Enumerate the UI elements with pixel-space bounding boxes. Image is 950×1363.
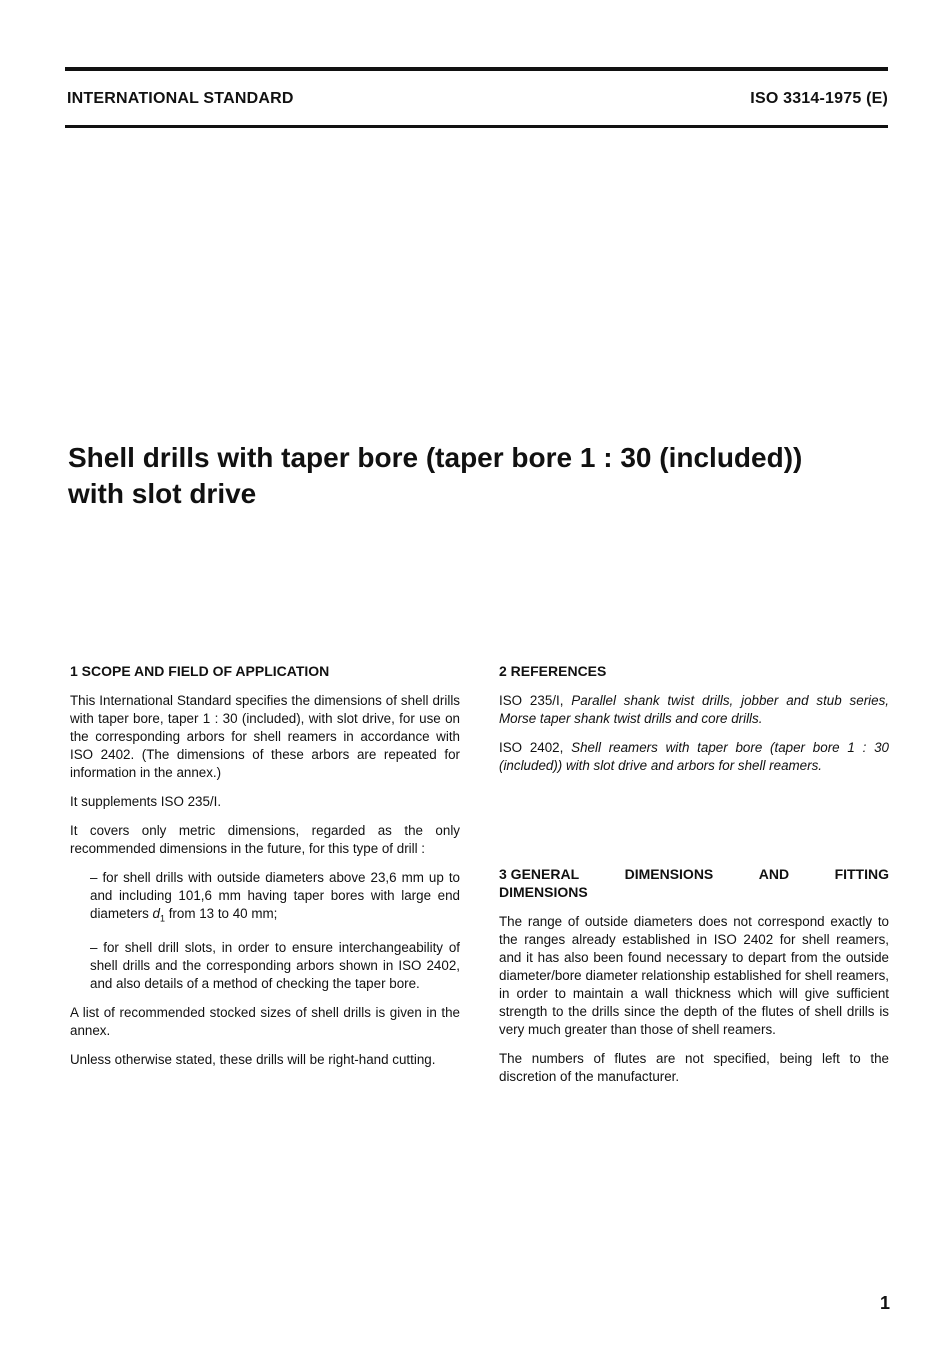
title-line-2: with slot drive xyxy=(68,478,257,509)
list-item-1-subscript: 1 xyxy=(159,913,165,924)
section-3-heading-line-1 xyxy=(499,865,889,883)
section-1-paragraph-3: It covers only metric dimensions, regarded as the only recommended dimensions in the future, for this type of drill : xyxy=(70,823,460,856)
section-1-paragraph-5: Unless otherwise stated, these drills will be right-hand cutting. xyxy=(70,1051,436,1067)
section-1-paragraph-2: It supplements ISO 235/I. xyxy=(70,794,222,809)
list-item-1-suffix: from 13 to 40 mm; xyxy=(164,906,278,921)
reference-2-code: ISO 2402, xyxy=(499,740,572,755)
header-document-type: INTERNATIONAL STANDARD xyxy=(67,90,294,107)
section-1-paragraph-4: A list of recommended stocked sizes of shell drills is given in the annex. xyxy=(70,1004,460,1038)
reference-1-code: ISO 235/I, xyxy=(499,693,572,708)
list-item-1-prefix: – for shell drills with outside diameters above 23,6 mm up to and including 101,6 mm having taper bores with large end diameters xyxy=(90,870,460,921)
right-column xyxy=(499,662,889,1097)
column-spacer xyxy=(499,786,889,865)
document-title xyxy=(68,440,888,512)
left-column xyxy=(70,662,460,1080)
section-1-list-item-2: – for shell drill slots, in order to ensure interchangeability of shell drills and the corresponding arbors shown in ISO 2402, and also details of a method of checking the taper bore. xyxy=(90,939,460,991)
title-line-1: Shell drills with taper bore (taper bore 1 : 30 (included)) xyxy=(68,442,803,473)
section-3-heading-word-5: DIMENSIONS xyxy=(499,884,588,900)
section-1-paragraph-1: This International Standard specifies the dimensions of shell drills with taper bore, taper 1 : 30 (included), with slot drive, for use on the corresponding arbors for shell reamers in accordance with ISO 2402. (The dimensions of these arbors are repeated for information in the annex.) xyxy=(70,693,460,780)
reference-iso-235 xyxy=(499,692,889,728)
section-1-heading: 1 SCOPE AND FIELD OF APPLICATION xyxy=(70,663,330,679)
section-2-heading: 2 REFERENCES xyxy=(499,663,607,679)
section-3-paragraph-2: The numbers of flutes are not specified, being left to the discretion of the manufacturer. xyxy=(499,1051,889,1084)
section-3-heading-word-4: FITTING xyxy=(834,866,889,882)
page-number: 1 xyxy=(879,1293,890,1313)
header-standard-number: ISO 3314-1975 (E) xyxy=(750,90,888,107)
header-top-rule xyxy=(65,67,888,71)
section-3-paragraph-1: The range of outside diameters does not correspond exactly to the ranges already established in ISO 2402 for shell reamers, and it has also been found necessary to depart from the outside diameter/bore diameter relationship established for shell reamers, in order to maintain a wall thickness which will give sufficient strength to the drills since the depth of the flutes of shell drills is very much greater than those of shell reamers. xyxy=(499,914,889,1037)
reference-iso-2402 xyxy=(499,739,889,775)
reference-2-title: Shell reamers with taper bore (taper bore 1 : 30 (included)) with slot drive and arbors for shell reamers. xyxy=(499,740,889,773)
section-3-heading-word-2: DIMENSIONS xyxy=(624,866,714,882)
section-3-heading xyxy=(499,865,889,901)
list-item-1-variable: d xyxy=(152,906,160,921)
section-1-list-item-1 xyxy=(70,869,460,928)
reference-1-title: Parallel shank twist drills, jobber and stub series, Morse taper shank twist drills and core drills. xyxy=(499,693,889,726)
header-bottom-rule xyxy=(65,125,888,128)
section-3-heading-word-1: 3 GENERAL xyxy=(499,866,580,882)
section-3-heading-word-3: AND xyxy=(758,866,790,882)
